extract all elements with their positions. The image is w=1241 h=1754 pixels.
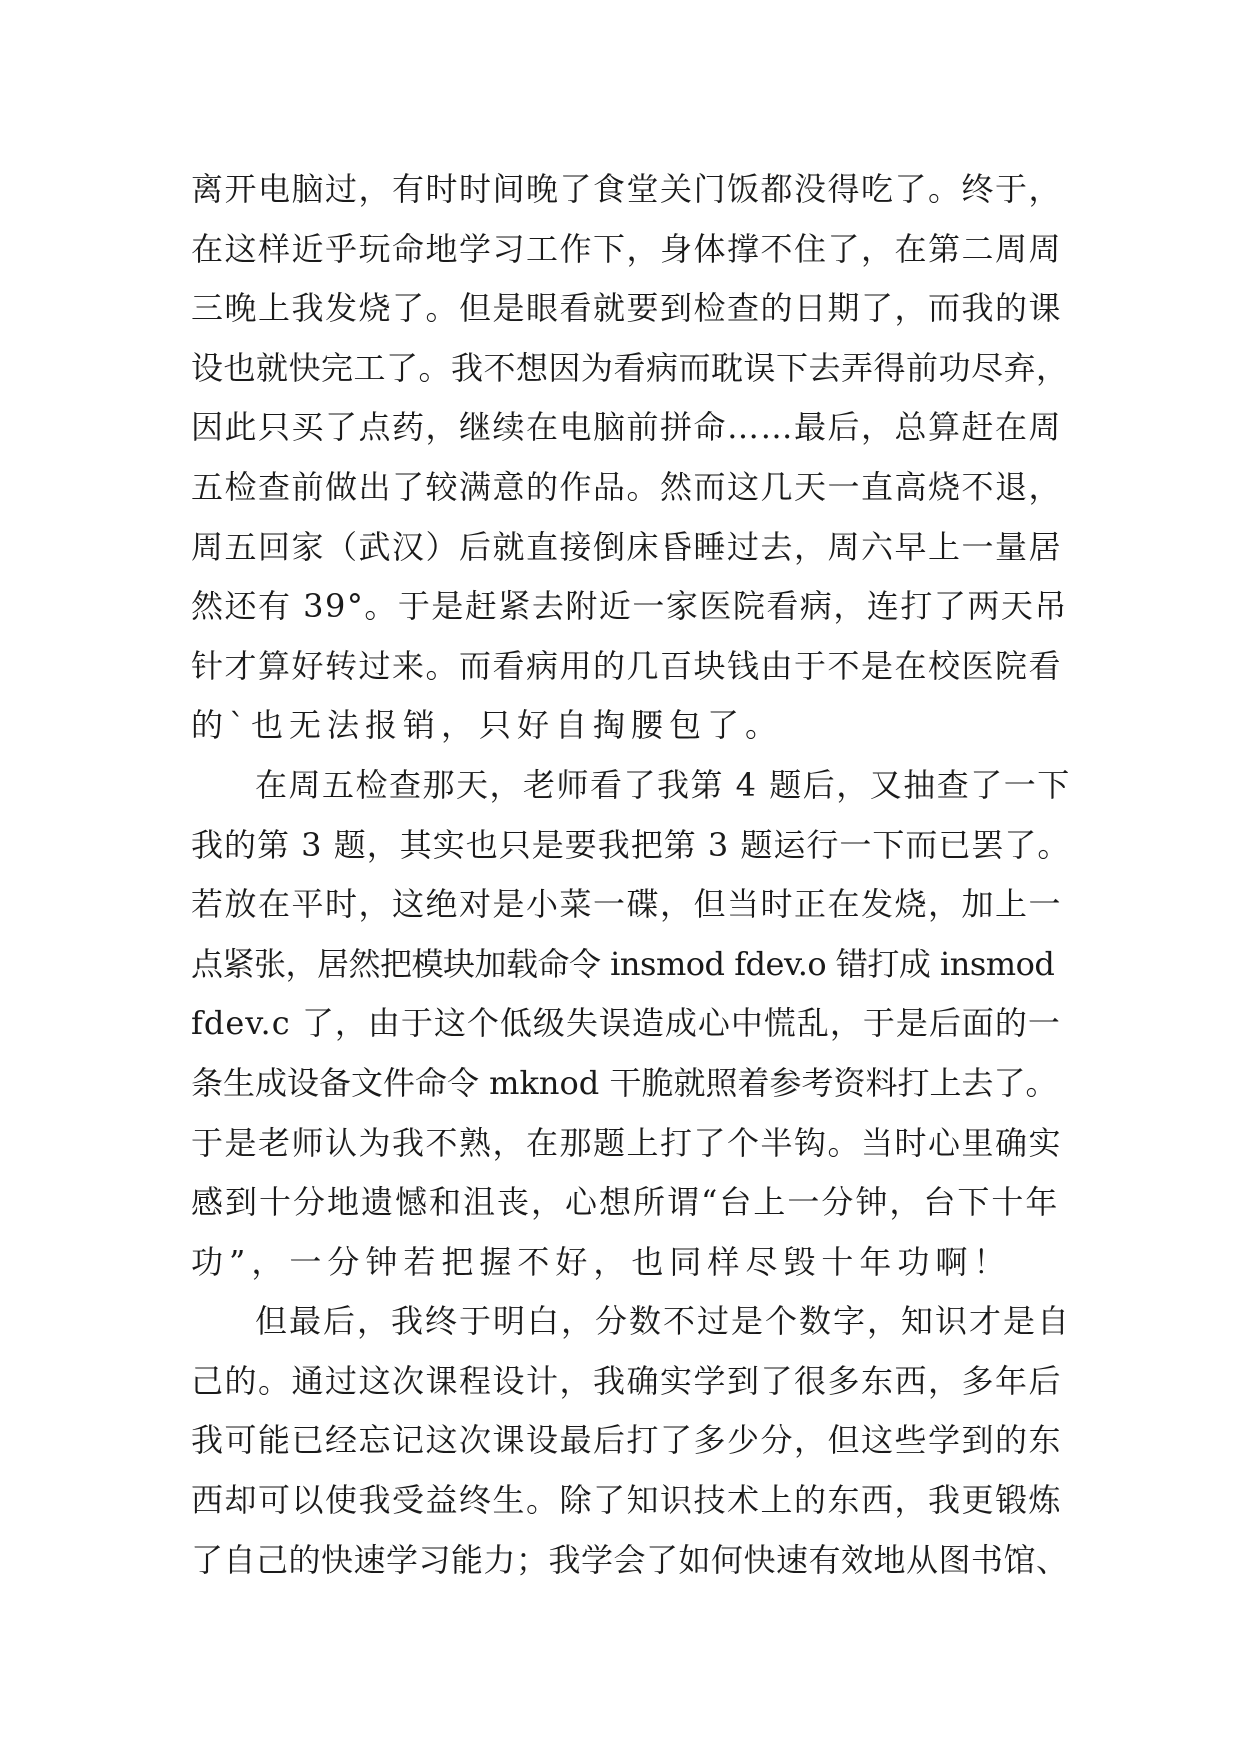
text-line: 我的第 3 题，其实也只是要我把第 3 题运行一下而已罢了。 [191, 825, 1071, 864]
text-line: 点紧张，居然把模块加载命令 insmod fdev.o 错打成 insmod [191, 944, 1055, 983]
text-line: 条生成设备文件命令 mknod 干脆就照着参考资料打上去了。 [191, 1063, 1058, 1102]
text-line: 然还有 39°。于是赶紧去附近一家医院看病，连打了两天吊 [191, 587, 1068, 626]
text-line: 功”，一分钟若把握不好，也同样尽毁十年功啊！ [191, 1242, 1012, 1281]
body-text [191, 160, 1071, 1590]
text-line: 于是老师认为我不熟，在那题上打了个半钩。当时心里确实 [191, 1123, 1063, 1162]
text-line: 了自己的快速学习能力；我学会了如何快速有效地从图书馆、 [191, 1540, 1069, 1579]
paragraph-first-line: 但最后，我终于明白，分数不过是个数字，知识才是自 [255, 1302, 1072, 1341]
text-line: 离开电脑过，有时时间晚了食堂关门饭都没得吃了。终于， [191, 170, 1063, 208]
text-line: 感到十分地遗憾和沮丧，心想所谓“台上一分钟，台下十年 [191, 1183, 1060, 1222]
text-line: 五检查前做出了较满意的作品。然而这几天一直高烧不退， [191, 467, 1063, 506]
text-line: 设也就快完工了。我不想因为看病而耽误下去弄得前功尽弃， [191, 348, 1069, 387]
text-line: 针才算好转过来。而看病用的几百块钱由于不是在校医院看 [191, 646, 1063, 685]
text-line: 西却可以使我受益终生。除了知识技术上的东西，我更锻炼 [191, 1481, 1063, 1520]
text-line: 若放在平时，这绝对是小菜一碟，但当时正在发烧，加上一 [191, 885, 1063, 924]
text-line: 三晚上我发烧了。但是眼看就要到检查的日期了，而我的课 [191, 289, 1063, 328]
paragraph-first-line: 在周五检查那天，老师看了我第 4 题后，又抽查了一下 [255, 765, 1071, 804]
text-line: 在这样近乎玩命地学习工作下，身体撑不住了，在第二周周 [191, 229, 1063, 268]
text-line: fdev.c 了，由于这个低级失误造成心中慌乱，于是后面的一 [191, 1004, 1061, 1043]
text-line: 因此只买了点药，继续在电脑前拼命……最后，总算赶在周 [191, 408, 1063, 447]
text-line: 周五回家（武汉）后就直接倒床昏睡过去，周六早上一量居 [191, 527, 1063, 566]
text-line: 我可能已经忘记这次课设最后打了多少分，但这些学到的东 [191, 1421, 1063, 1460]
text-line: 己的。通过这次课程设计，我确实学到了很多东西，多年后 [191, 1361, 1063, 1400]
text-line: 的`也无法报销，只好自掏腰包了。 [191, 706, 784, 745]
